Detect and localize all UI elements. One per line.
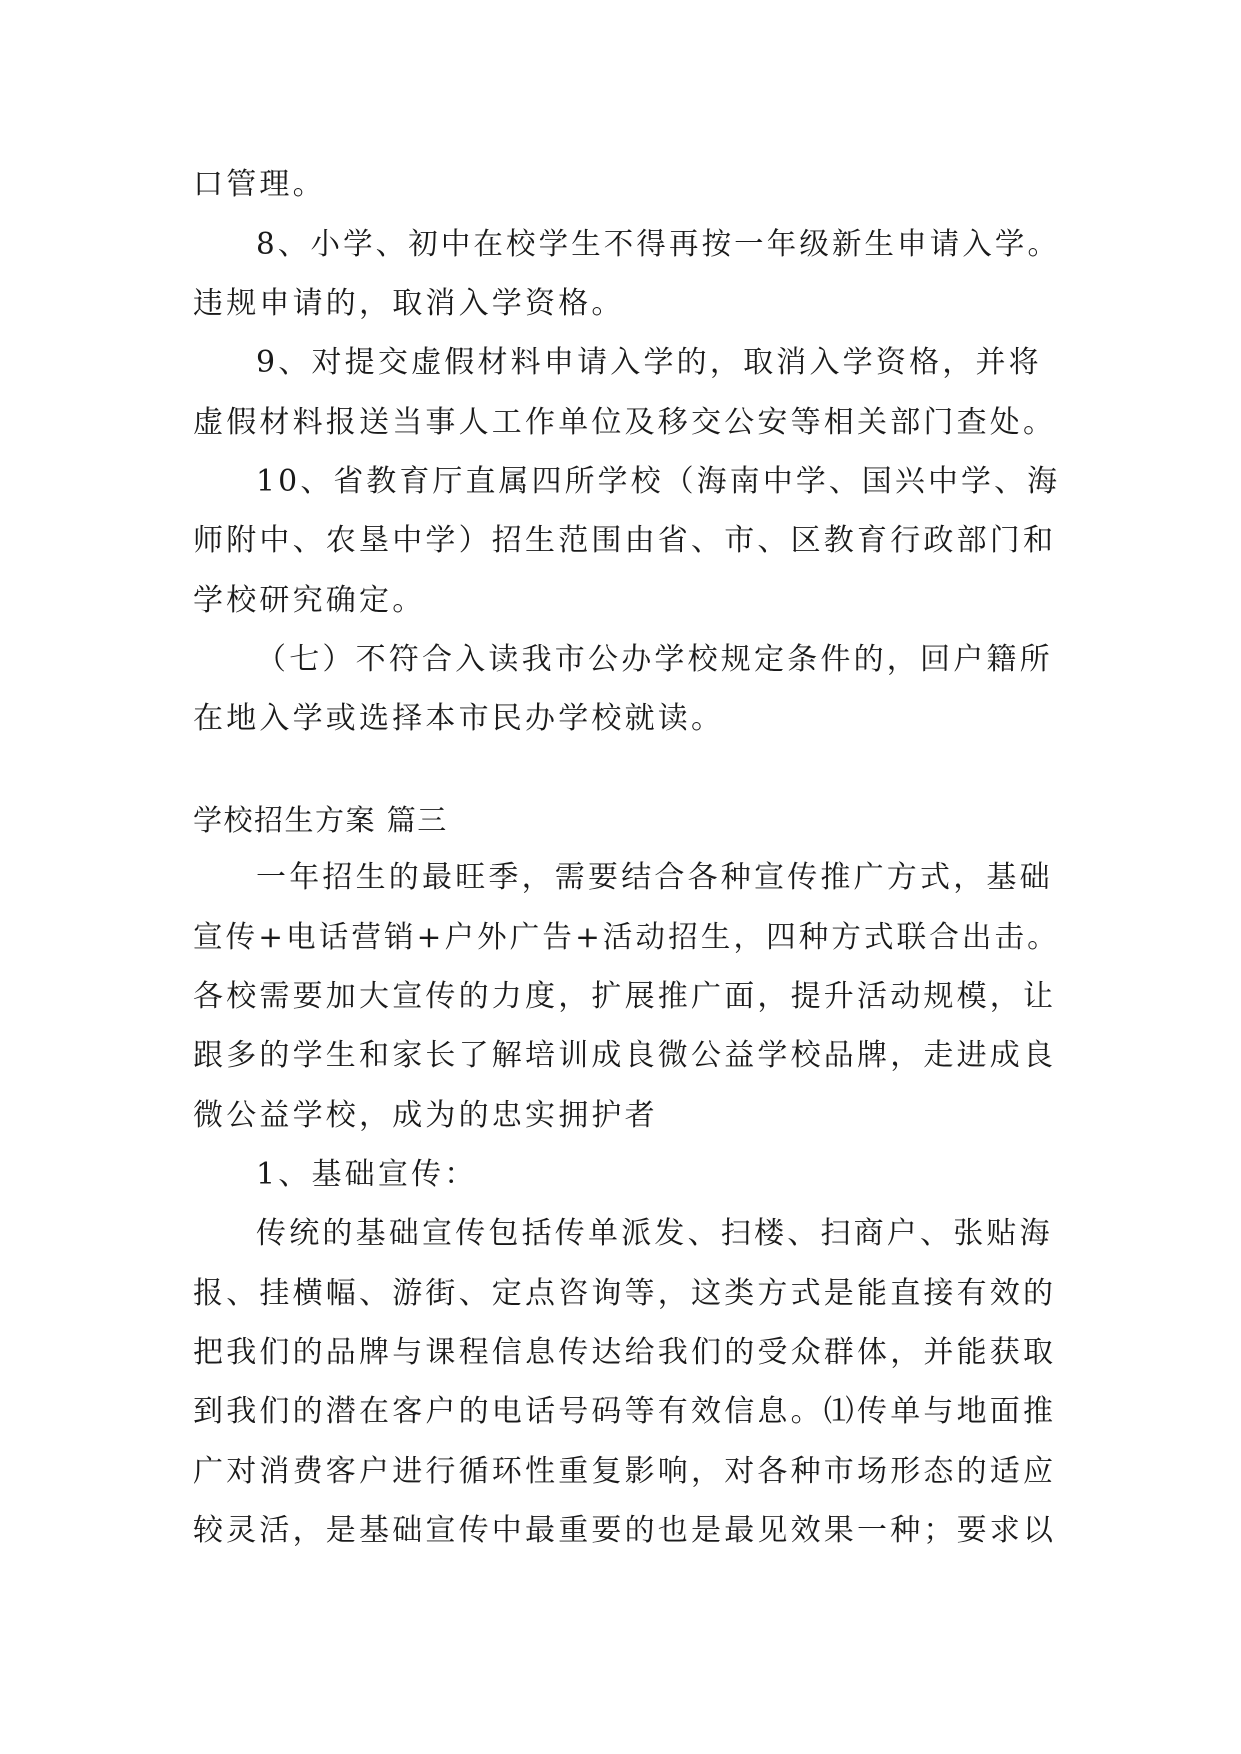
text-line: 8、小学、初中在校学生不得再按一年级新生申请入学。 [256, 227, 1061, 262]
text-line: 微公益学校，成为的忠实拥护者 [193, 1098, 658, 1133]
text-line: 口管理。 [193, 167, 326, 202]
text-line: 传统的基础宣传包括传单派发、扫楼、扫商户、张贴海 [256, 1216, 1053, 1251]
text-line: 学校研究确定。 [193, 583, 426, 618]
text-line: 各校需要加大宣传的力度，扩展推广面，提升活动规模，让 [193, 979, 1057, 1014]
text-line: 报、挂横幅、游街、定点咨询等，这类方式是能直接有效的 [193, 1276, 1057, 1311]
text-line: 师附中、农垦中学）招生范围由省、市、区教育行政部门和 [193, 523, 1057, 558]
text-line: 一年招生的最旺季，需要结合各种宣传推广方式，基础 [256, 860, 1053, 895]
text-line: 宣传+电话营销+户外广告+活动招生，四种方式联合出击。 [193, 920, 1060, 955]
text-line: 广对消费客户进行循环性重复影响，对各种市场形态的适应 [193, 1454, 1057, 1489]
text-line: 到我们的潜在客户的电话号码等有效信息。⑴传单与地面推 [193, 1394, 1057, 1429]
text-line: （七）不符合入读我市公办学校规定条件的，回户籍所 [256, 642, 1053, 677]
text-line: 把我们的品牌与课程信息传达给我们的受众群体，并能获取 [193, 1335, 1057, 1370]
text-line: 虚假材料报送当事人工作单位及移交公安等相关部门查处。 [193, 405, 1057, 440]
text-line: 在地入学或选择本市民办学校就读。 [193, 701, 725, 736]
text-line: 10、省教育厅直属四所学校（海南中学、国兴中学、海 [256, 464, 1061, 499]
text-line: 9、对提交虚假材料申请入学的，取消入学资格，并将 [256, 345, 1042, 380]
text-line: 跟多的学生和家长了解培训成良微公益学校品牌，走进成良 [193, 1038, 1057, 1073]
text-line: 违规申请的，取消入学资格。 [193, 286, 625, 321]
text-line: 较灵活，是基础宣传中最重要的也是最见效果一种；要求以 [193, 1513, 1057, 1548]
text-line: 1、基础宣传： [256, 1157, 478, 1192]
section-heading: 学校招生方案 篇三 [193, 803, 448, 837]
